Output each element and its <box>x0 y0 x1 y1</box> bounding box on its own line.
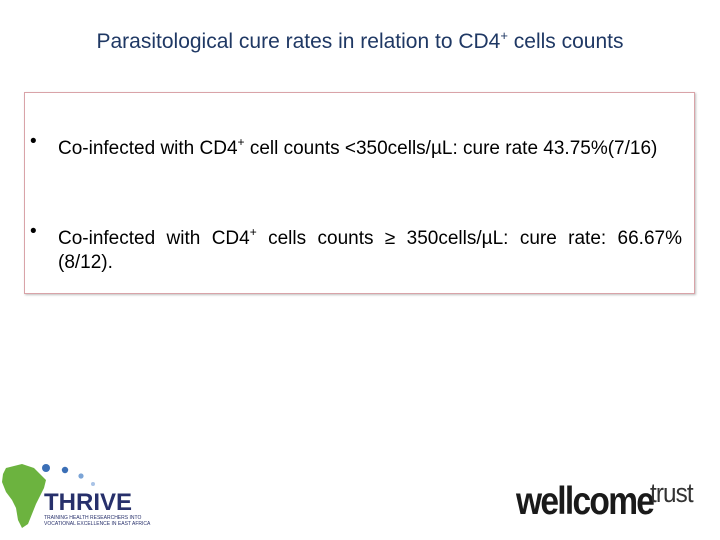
wellcome-trust-logo <box>516 478 706 524</box>
trust-wordmark: trust <box>650 478 693 508</box>
bullet-item <box>30 220 682 275</box>
thrive-logo <box>0 458 151 534</box>
wellcome-wordmark: wellcome <box>516 480 654 523</box>
bullet-marker: • <box>30 131 37 152</box>
thrive-tagline: TRAINING HEALTH RESEARCHERS INTO VOCATIONAL EXCELLENCE IN EAST AFRICA <box>44 515 151 527</box>
bullet-text: Co-infected with CD4+ cell counts <350cells/µL: cure rate 43.75%(7/16) <box>58 135 658 159</box>
bullet-marker: • <box>30 221 37 242</box>
bullet-text: Co-infected with CD4+ cells counts ≥ 350cells/µL: cure rate: 66.67%(8/12). <box>58 225 682 273</box>
bullet-item <box>30 130 682 161</box>
slide-title: Parasitological cure rates in relation to CD4+ cells counts <box>96 28 624 53</box>
thrive-wordmark: THRIVE <box>44 489 133 516</box>
